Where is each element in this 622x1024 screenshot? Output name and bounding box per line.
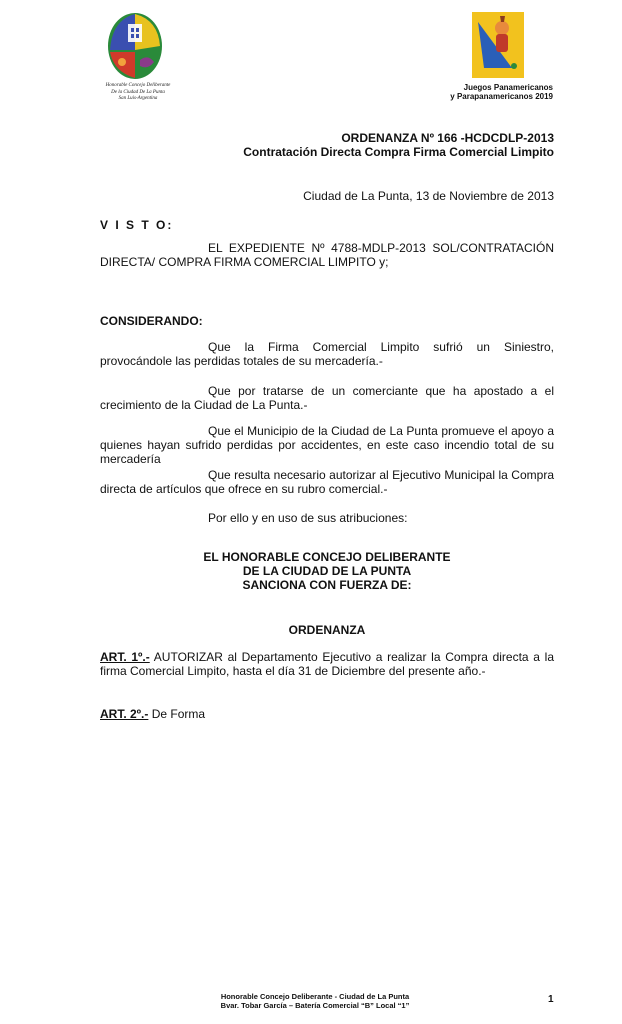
ordinance-number: ORDENANZA Nº 166 -HCDCDLP-2013 xyxy=(341,131,554,145)
article-label: ART. 1º.- xyxy=(100,650,150,664)
visto-heading: V I S T O: xyxy=(100,218,174,232)
article-label: ART. 2º.- xyxy=(100,707,149,721)
considerando-closing: Por ello y en uso de sus atribuciones: xyxy=(208,511,408,525)
article-text: De Forma xyxy=(148,707,206,721)
caption-line: y Parapanamericanos 2019 xyxy=(450,92,553,101)
document-date: Ciudad de La Punta, 13 de Noviembre de 2013 xyxy=(303,189,554,203)
caption-line: De la Ciudad De La Punta xyxy=(111,89,165,95)
ordenanza-heading: ORDENANZA xyxy=(288,623,366,637)
visto-text: EL EXPEDIENTE Nº 4788-MDLP-2013 SOL/CONTRATACIÓN DIRECTA/ COMPRA FIRMA COMERCIAL LIMPITO y; xyxy=(100,241,554,269)
footer-line: Honorable Concejo Deliberante - Ciudad de La Punta xyxy=(220,992,410,1001)
ordinance-subject: Contratación Directa Compra Firma Comercial Limpito xyxy=(243,145,554,159)
council-logo-caption xyxy=(98,83,178,103)
sanciona-line: EL HONORABLE CONCEJO DELIBERANTE xyxy=(203,550,451,564)
considerando-paragraph: Que el Municipio de la Ciudad de La Punta promueve el apoyo a quienes hayan sufrido perdidas por accidentes, en este caso incendio total de su mercadería xyxy=(100,424,554,466)
caption-line: San Luis-Argentina xyxy=(118,96,158,101)
caption-line: Juegos Panamericanos xyxy=(463,83,553,92)
council-logo xyxy=(100,10,170,82)
article-2 xyxy=(100,707,554,721)
page-number: 1 xyxy=(548,994,554,1005)
sanciona-line: SANCIONA CON FUERZA DE: xyxy=(242,578,412,592)
article-text: AUTORIZAR al Departamento Ejecutivo a realizar la Compra directa a la firma Comercial Limpito, hasta el día 31 de Diciembre del presente año.- xyxy=(100,650,554,678)
article-1 xyxy=(100,650,554,678)
panamerican-logo-caption xyxy=(420,83,553,101)
document-title xyxy=(243,131,554,159)
page-footer xyxy=(150,992,480,1010)
considerando-paragraph: Que la Firma Comercial Limpito sufrió un Siniestro, provocándole las perdidas totales de su mercadería.- xyxy=(100,340,554,368)
sanciona-block xyxy=(100,550,554,592)
sanciona-line: DE LA CIUDAD DE LA PUNTA xyxy=(242,564,412,578)
considerando-heading: CONSIDERANDO: xyxy=(100,314,203,328)
considerando-paragraph: Que resulta necesario autorizar al Ejecutivo Municipal la Compra directa de artículos que ofrece en su rubro comercial.- xyxy=(100,468,554,496)
panamerican-games-logo xyxy=(472,12,524,78)
caption-line: Honorable Concejo Deliberante xyxy=(105,83,171,88)
footer-line: Bvar. Tobar García – Batería Comercial “B” Local “1” xyxy=(220,1001,410,1010)
considerando-paragraph: Que por tratarse de un comerciante que ha apostado a el crecimiento de la Ciudad de La Punta.- xyxy=(100,384,554,412)
